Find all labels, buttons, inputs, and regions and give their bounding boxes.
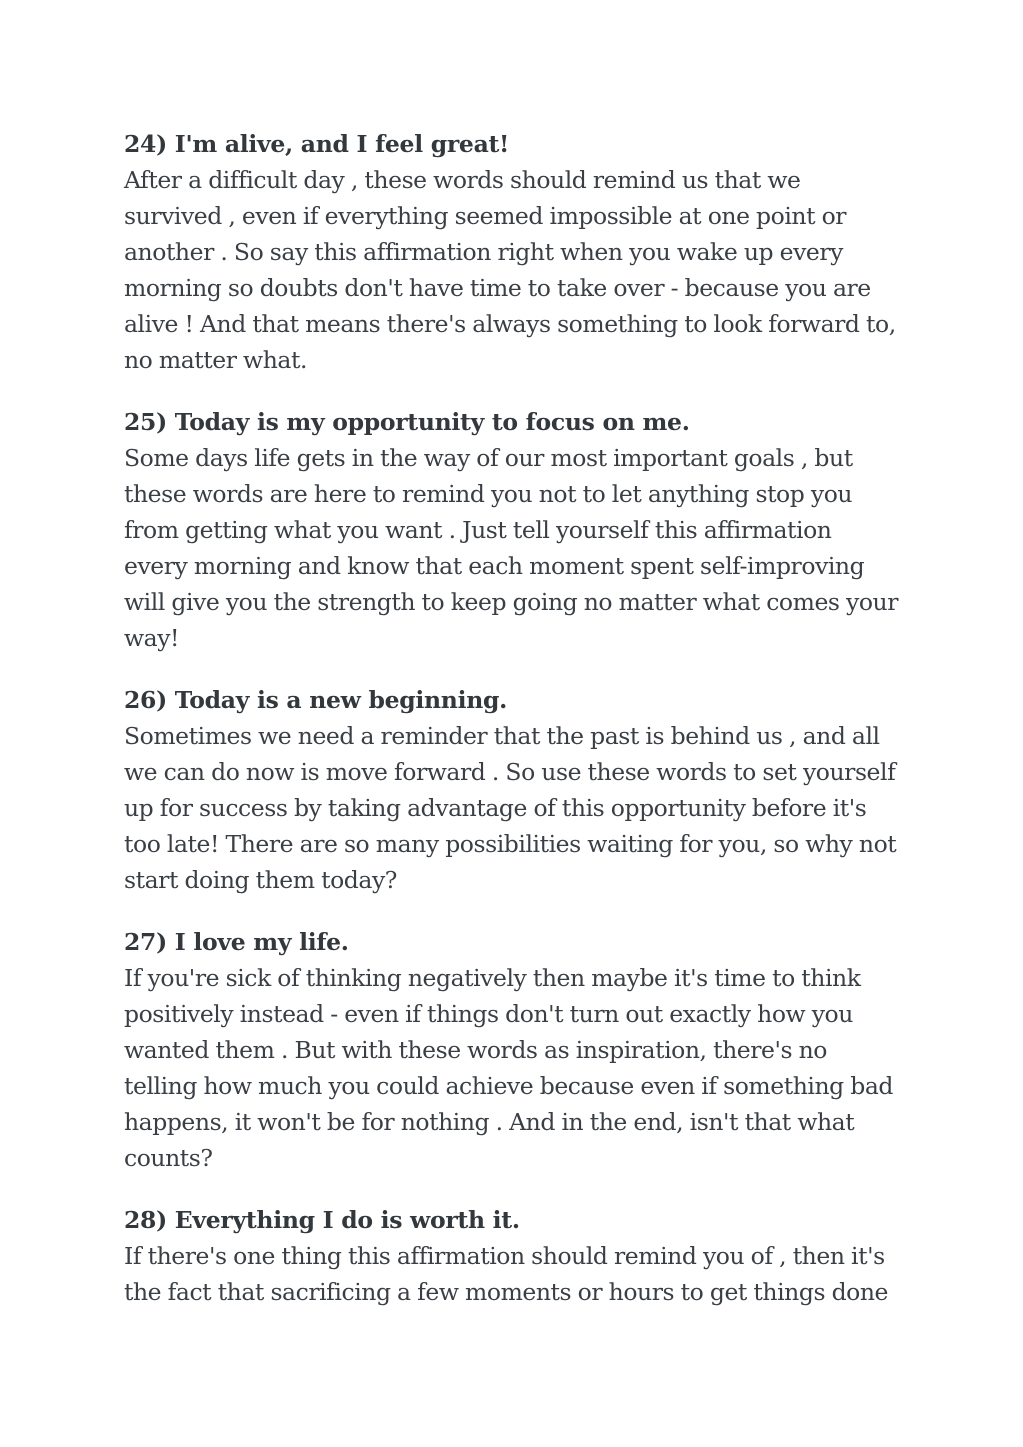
body-line: will give you the strength to keep going no matter what comes your bbox=[124, 588, 899, 616]
affirmation-25 bbox=[124, 404, 914, 656]
affirmation-27 bbox=[124, 924, 914, 1176]
affirmation-body bbox=[124, 1238, 914, 1310]
affirmation-24 bbox=[124, 126, 914, 378]
body-line: these words are here to remind you not to let anything stop you bbox=[124, 480, 853, 508]
body-line: morning so doubts don't have time to take over - because you are bbox=[124, 274, 871, 302]
affirmation-26 bbox=[124, 682, 914, 898]
affirmation-title: 27) I love my life. bbox=[124, 928, 349, 956]
body-line: If there's one thing this affirmation should remind you of , then it's bbox=[124, 1242, 885, 1270]
affirmation-body bbox=[124, 960, 914, 1176]
document-page bbox=[124, 126, 914, 1336]
body-line: positively instead - even if things don't turn out exactly how you bbox=[124, 1000, 853, 1028]
body-line: we can do now is move forward . So use these words to set yourself bbox=[124, 758, 896, 786]
body-line: happens, it won't be for nothing . And in the end, isn't that what bbox=[124, 1108, 855, 1136]
affirmation-body bbox=[124, 718, 914, 898]
body-line: way! bbox=[124, 624, 180, 652]
body-line: telling how much you could achieve because even if something bad bbox=[124, 1072, 893, 1100]
affirmation-title: 26) Today is a new beginning. bbox=[124, 686, 507, 714]
body-line: If you're sick of thinking negatively then maybe it's time to think bbox=[124, 964, 861, 992]
body-line: survived , even if everything seemed impossible at one point or bbox=[124, 202, 847, 230]
body-line: After a difficult day , these words should remind us that we bbox=[124, 166, 801, 194]
affirmation-title: 25) Today is my opportunity to focus on me. bbox=[124, 408, 690, 436]
body-line: Sometimes we need a reminder that the past is behind us , and all bbox=[124, 722, 880, 750]
body-line: no matter what. bbox=[124, 346, 307, 374]
body-line: alive ! And that means there's always something to look forward to, bbox=[124, 310, 896, 338]
body-line: wanted them . But with these words as inspiration, there's no bbox=[124, 1036, 827, 1064]
body-line: every morning and know that each moment spent self-improving bbox=[124, 552, 865, 580]
body-line: the fact that sacrificing a few moments or hours to get things done bbox=[124, 1278, 889, 1306]
affirmation-body bbox=[124, 162, 914, 378]
body-line: too late! There are so many possibilities waiting for you, so why not bbox=[124, 830, 897, 858]
body-line: from getting what you want . Just tell yourself this affirmation bbox=[124, 516, 832, 544]
body-line: counts? bbox=[124, 1144, 213, 1172]
affirmation-body bbox=[124, 440, 914, 656]
body-line: Some days life gets in the way of our most important goals , but bbox=[124, 444, 853, 472]
affirmation-title: 24) I'm alive, and I feel great! bbox=[124, 130, 510, 158]
body-line: another . So say this affirmation right when you wake up every bbox=[124, 238, 843, 266]
body-line: up for success by taking advantage of this opportunity before it's bbox=[124, 794, 867, 822]
affirmation-28 bbox=[124, 1202, 914, 1310]
body-line: start doing them today? bbox=[124, 866, 397, 894]
affirmation-title: 28) Everything I do is worth it. bbox=[124, 1206, 520, 1234]
